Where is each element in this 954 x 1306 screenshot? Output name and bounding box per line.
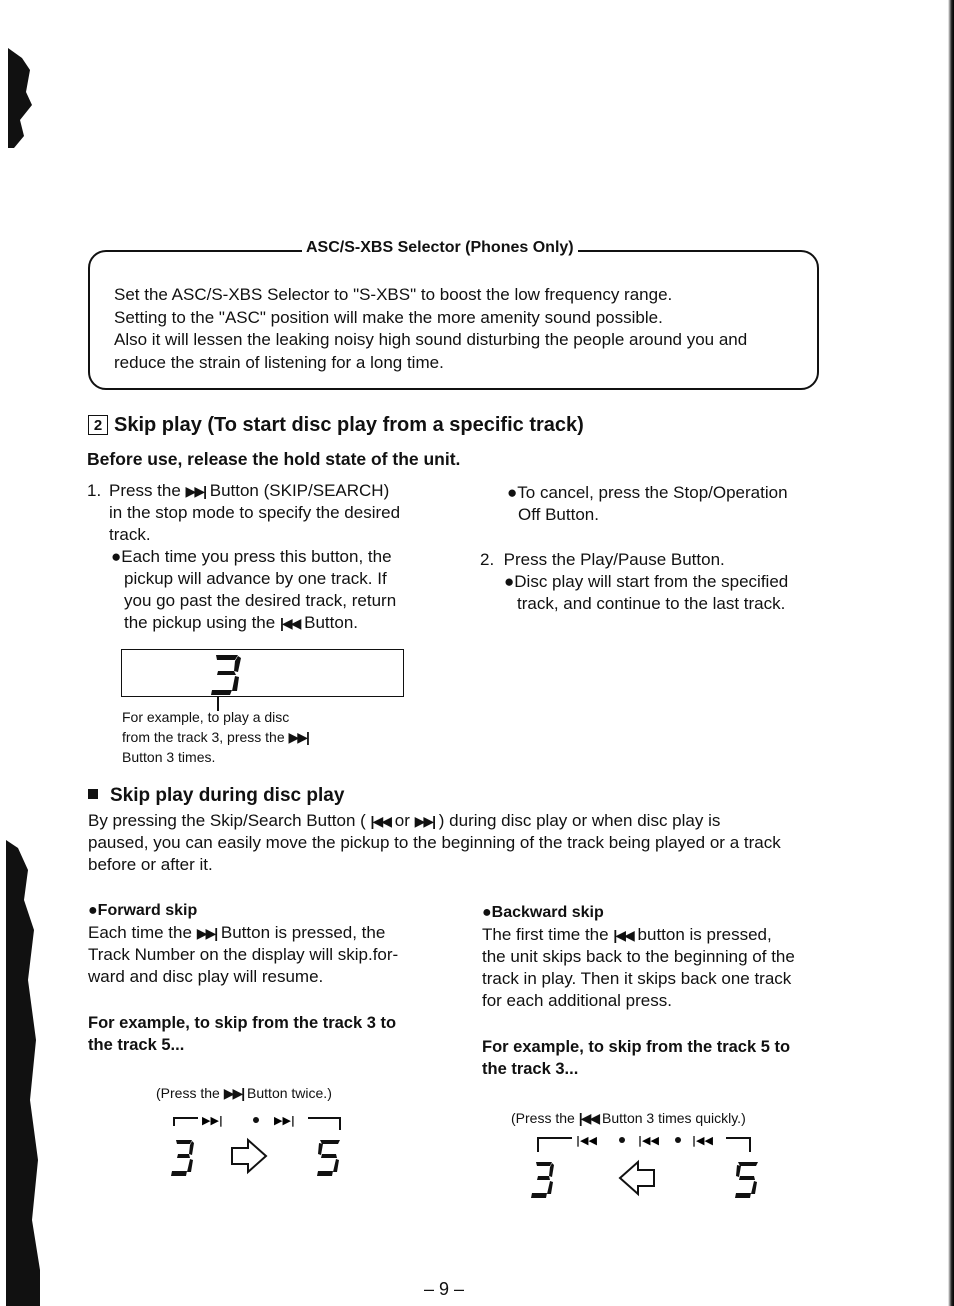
backward-heading: ●Backward skip [482,904,604,921]
backward-text: for each additional press. [482,991,672,1010]
step-bullet: ●Disc play will start from the specified [504,572,789,591]
during-play-heading [88,785,344,807]
svg-text:▶▶|: ▶▶| [202,1114,223,1127]
backward-example: the track 3... [482,1060,579,1078]
skip-forward-icon: ▶▶| [196,925,217,941]
forward-heading: ●Forward skip [88,902,198,919]
forward-example: the track 5... [88,1036,185,1054]
skip-forward-icon: ▶▶| [223,1085,244,1101]
backward-text: button is pressed, [637,925,772,944]
cancel-text: ●To cancel, press the Stop/Operation [507,483,788,502]
step-1 [87,480,432,634]
digit-3 [171,1140,194,1176]
section-number: 2 [88,415,108,435]
step-text: Press the Play/Pause Button. [503,550,725,569]
step-bullet: the pickup using the [124,613,276,632]
svg-text:|◀◀: |◀◀ [576,1134,597,1147]
forward-text: Track Number on the display will skip.for- [88,945,399,964]
step-bullet: you go past the desired track, return [124,591,397,610]
asc-line: Also it will lessen the leaking noisy high sound disturbing the people around you and [114,330,748,349]
digit-3 [531,1162,554,1198]
forward-press-note [156,1083,332,1103]
backward-text: the unit skips back to the beginning of the [482,947,795,966]
press-note-text: Button twice.) [247,1085,332,1101]
asc-box-body [114,284,804,374]
step-bullet: Button. [304,613,359,632]
svg-text:|◀◀: |◀◀ [692,1134,713,1147]
para-text: paused, you can easily move the pickup to the beginning of the track being played or a track [88,833,781,852]
press-note-text: (Press the [511,1110,575,1126]
forward-skip-diagram [168,1108,368,1188]
caption-line: For example, to play a disc [122,709,290,725]
backward-skip-block [482,902,827,1080]
lcd-caption [122,707,422,767]
arrow-left-icon [620,1162,654,1194]
digit-5 [735,1162,758,1198]
skip-back-icon: |◀◀ [279,615,300,631]
backward-skip-diagram [526,1130,776,1210]
step-text: in the stop mode to specify the desired [109,503,401,522]
skip-back-icon: |◀◀ [370,813,390,829]
section-title: Skip play (To start disc play from a specific track) [114,414,584,436]
forward-text: Each time the [88,923,192,942]
para-text: ) during disc play or when disc play is [438,811,721,830]
backward-press-note [511,1108,746,1128]
during-play-paragraph [88,810,828,876]
scan-edge-left [0,0,40,1306]
skip-forward-icon: ▶▶| [288,729,308,745]
backward-text: The first time the [482,925,609,944]
scan-edge-right [948,0,954,1306]
step-bullet: pickup will advance by one track. If [124,569,387,588]
svg-text:|◀◀: |◀◀ [638,1134,659,1147]
backward-text: track in play. Then it skips back one track [482,969,792,988]
step-number: 2. [480,550,495,569]
para-text: before or after it. [88,855,213,874]
lcd-display-example [121,649,404,697]
step-number: 1. [87,481,102,500]
skip-forward-icon: ▶▶| [414,813,435,829]
press-note-text: Button 3 times quickly.) [602,1110,746,1126]
asc-line: reduce the strain of listening for a long time. [114,352,444,372]
step-text: Press the [109,481,181,500]
step-bullet: track, and continue to the last track. [517,594,786,613]
cancel-note [507,482,827,526]
page-number: – 9 – [424,1279,465,1299]
backward-example: For example, to skip from the track 5 to [482,1038,791,1056]
caption-line: from the track 3, press the [122,729,285,745]
skip-back-icon: |◀◀ [578,1110,599,1126]
asc-line: Setting to the "ASC" position will make the more amenity sound possible. [114,307,663,327]
step-text: track. [109,525,151,544]
skip-forward-icon: ▶▶| [185,483,205,499]
section-subtitle: Before use, release the hold state of the unit. [87,449,461,469]
para-text: By pressing the Skip/Search Button ( [88,811,366,830]
step-bullet: ●Each time you press this button, the [111,547,392,566]
step-2 [480,549,825,615]
skip-back-icon: |◀◀ [613,927,633,943]
forward-text: ward and disc play will resume. [88,967,324,986]
cancel-text: Off Button. [518,505,599,524]
forward-example: For example, to skip from the track 3 to [88,1014,397,1032]
square-bullet-icon [88,789,98,799]
section-heading [88,414,584,437]
para-text: or [394,811,410,830]
step-text: Button (SKIP/SEARCH) [209,481,390,500]
svg-text:▶▶|: ▶▶| [274,1114,295,1127]
arrow-right-icon [232,1140,266,1172]
caption-line: Button 3 times. [122,749,216,765]
asc-line: Set the ASC/S-XBS Selector to "S-XBS" to boost the low frequency range. [114,285,673,304]
digit-5 [317,1140,340,1176]
forward-text: Button is pressed, the [220,923,386,942]
heading-text: Skip play during disc play [110,785,345,806]
press-note-text: (Press the [156,1085,220,1101]
asc-box-title: ASC/S-XBS Selector (Phones Only) [302,239,578,257]
forward-skip-block [88,900,438,1056]
seven-segment-digit-3 [208,653,244,695]
